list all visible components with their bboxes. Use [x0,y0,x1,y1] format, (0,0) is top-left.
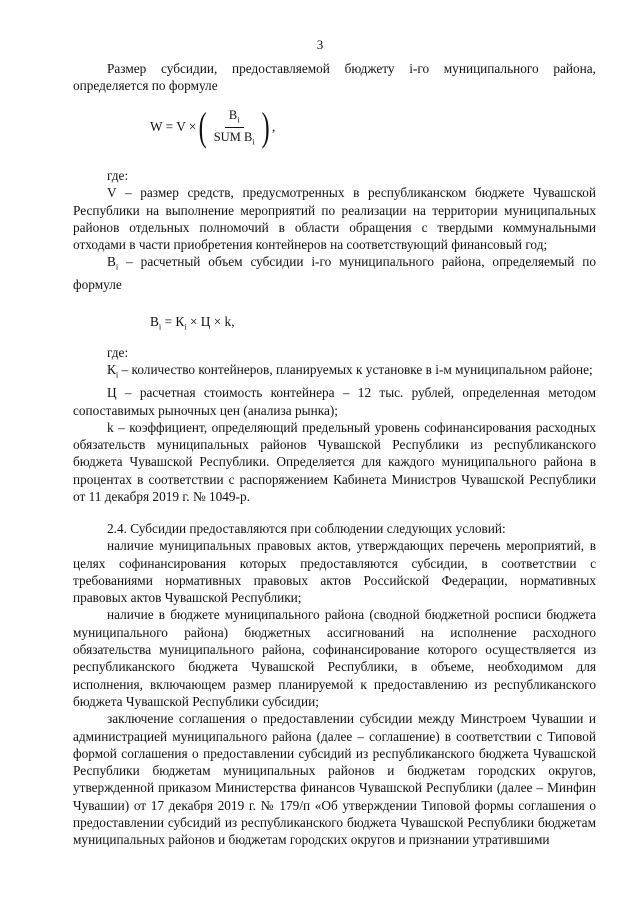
section-2-4 [73,520,596,849]
formula-b: $B_i = К_i \times Ц \times k$, [150,314,235,332]
where-label-2: где: [107,345,129,360]
formula-w-lhs: W = V × [150,119,197,134]
condition-1: наличие муниципальных правовых актов, утверждающих перечень мероприятий, в целях софинансирования которых предоставляются субсидии, в соответствии с требованиями нормативных правовых актов Российской Федерации, нормативных правовых актов Чувашской Республики; [73,538,596,606]
condition-3: заключение соглашения о предоставлении субсидии между Минстроем Чувашии и администрацией муниципального района (далее – соглашение) в соответствии с Типовой формой соглашения о предоставлении субсидий из республиканского бюджета Чувашской Республики бюджетам муниципальных районов и бюджетам городских округов, утвержденной приказом Министерства финансов Чувашской Республики (далее – Минфин Чувашии) от 17 декабря 2019 г. № 179/п «Об утверждении Типовой формы соглашения о предоставлении субсидий из республиканского бюджета Чувашской Республики бюджетам муниципальных районов и бюджетам городских округов и признании утратившими [73,711,596,848]
section-2-4-heading: 2.4. Субсидии предоставляются при соблюдении следующих условий: [107,521,506,536]
definition-c: Ц – расчетная стоимость контейнера – 12 тыс. рублей, определенная методом сопоставимых рыночных цен (анализа рынка); [73,385,596,418]
definitions-block-1 [73,167,596,294]
intro-paragraph: Размер субсидии, предоставляемой бюджету i-го муниципального района, определяется по формуле [73,61,596,94]
formula-w-den: SUM B [213,129,253,144]
definition-b: $B_i$ – расчетный объем субсидии i-го муниципального района, определяемый по формуле [73,254,596,293]
formula-w-num: B [228,108,238,122]
definitions-block-2 [73,344,596,505]
formula-w-fraction: $\frac{B_i}{SUM B_i}$ [213,108,255,146]
where-label-1: где: [107,168,129,183]
definition-k: $К_i$ – количество контейнеров, планируемых к установке в i-м муниципальном районе; [107,362,593,380]
definition-coef: k – коэффициент, определяющий предельный уровень софинансирования расходных обязательств муниципальных районов Чувашской Республики из республиканского бюджета Чувашской Республики. Определяется для каждого муниципального района в процентах в соответствии с распоряжением Кабинета Министров Чувашской Республики от 11 декабря 2019 г. № 1049-р. [73,419,596,505]
intro-block [73,60,596,95]
page-number: 3 [316,37,324,52]
formula-w: W = V × ( $\frac{B_i}{SUM B_i}$ ) , [150,104,276,149]
definition-v: V – размер средств, предусмотренных в республиканском бюджете Чувашской Республики на выполнение мероприятий по реализации на территории муниципальных районов отдельных полномочий в области обращения с твердыми коммунальными отходами в части приобретения контейнеров на соответствующий финансовый год; [73,185,596,253]
condition-2: наличие в бюджете муниципального района (сводной бюджетной росписи бюджета муниципального района) бюджетных ассигнований на исполнение расходного обязательства муниципального района, софинансирование которого осуществляется из республиканского бюджета Чувашской Республики, в объеме, необходимом для исполнения, включающем размер планируемой к предоставлению из республиканского бюджета Чувашской Республики субсидии; [73,607,596,709]
